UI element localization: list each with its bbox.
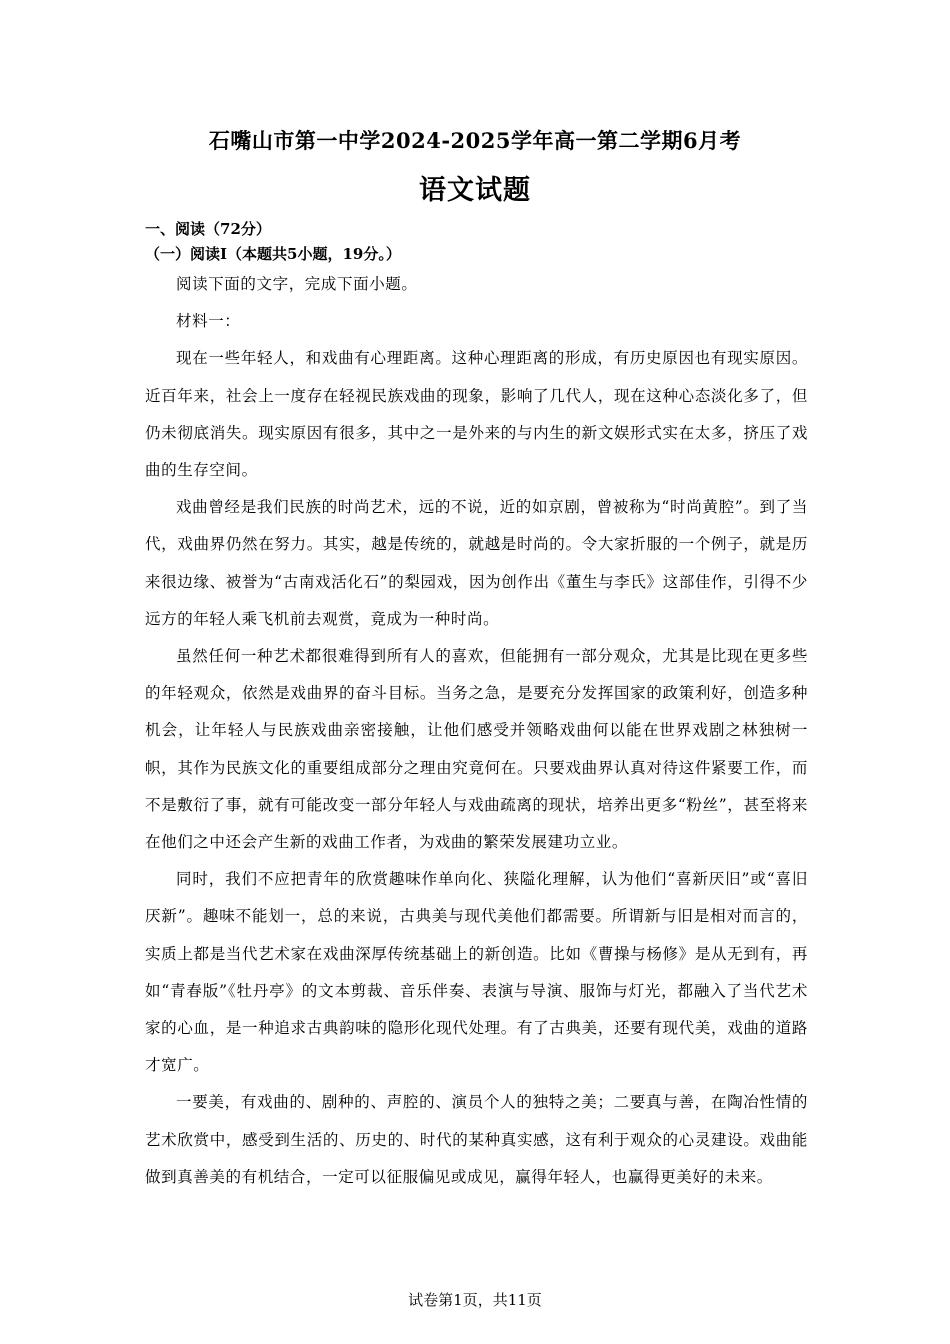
paragraph-4: 同时，我们不应把青年的欣赏趣味作单向化、狭隘化理解，认为他们“喜新厌旧”或“喜旧厌新”。趣味不能划一，总的来说，古典美与现代美他们都需要。所谓新与旧是相对而言的，实质上都是当代艺术家在戏曲深厚传统基础上的新创造。比如《曹操与杨修》是从无到有，再如“青春版”《牡丹亭》的文本剪裁、音乐伴奏、表演与导演、服饰与灯光，都融入了当代艺术家的心血，是一种追求古典韵味的隐形化现代处理。有了古典美，还要有现代美，戏曲的道路才宽广。 [145, 870, 808, 1075]
material-label: 材料一： [176, 312, 241, 331]
reading-passage [145, 266, 808, 1196]
instruction-text: 阅读下面的文字，完成下面小题。 [176, 275, 418, 293]
paragraph-2: 戏曲曾经是我们民族的时尚艺术，远的不说，近的如京剧，曾被称为“时尚黄腔”。到了当代，戏曲界仍然在努力。其实，越是传统的，就越是时尚的。令大家折服的一个例子，就是历来很边缘、被誉为“古南戏活化石”的梨园戏，因为创作出《董生与李氏》这部佳作，引得不少远方的年轻人乘飞机前去观赏，竟成为一种时尚。 [145, 498, 808, 628]
section-heading: 一、阅读（72分） [145, 220, 271, 238]
section-subheading: （一）阅读I（本题共5小题，19分。） [145, 245, 401, 263]
paragraph-3: 虽然任何一种艺术都很难得到所有人的喜欢，但能拥有一部分观众，尤其是比现在更多些的年轻观众，依然是戏曲界的奋斗目标。当务之急，是要充分发挥国家的政策利好，创造多种机会，让年轻人与民族戏曲亲密接触，让他们感受并领略戏曲何以能在世界戏剧之林独树一帜，其作为民族文化的重要组成部分之理由究竟何在。只要戏曲界认真对待这件紧要工作，而不是敷衍了事，就有可能改变一部分年轻人与戏曲疏离的现状，培养出更多“粉丝”，甚至将来在他们之中还会产生新的戏曲工作者，为戏曲的繁荣发展建功立业。 [145, 647, 808, 852]
exam-subtitle: 语文试题 [419, 175, 531, 206]
exam-title: 石嘴山市第一中学2024-2025学年高一第二学期6月考 [208, 128, 742, 153]
paragraph-5: 一要美，有戏曲的、剧种的、声腔的、演员个人的独特之美；二要真与善，在陶冶性情的艺术欣赏中，感受到生活的、历史的、时代的某种真实感，这有利于观众的心灵建设。戏曲能做到真善美的有机结合，一定可以征服偏见或成见，赢得年轻人，也赢得更美好的未来。 [145, 1093, 808, 1186]
paragraph-1: 现在一些年轻人，和戏曲有心理距离。这种心理距离的形成，有历史原因也有现实原因。近百年来，社会上一度存在轻视民族戏曲的现象，影响了几代人，现在这种心态淡化多了，但仍未彻底消失。现实原因有很多，其中之一是外来的与内生的新文娱形式实在太多，挤压了戏曲的生存空间。 [145, 349, 808, 480]
page-footer: 试卷第1页，共11页 [408, 1291, 542, 1309]
